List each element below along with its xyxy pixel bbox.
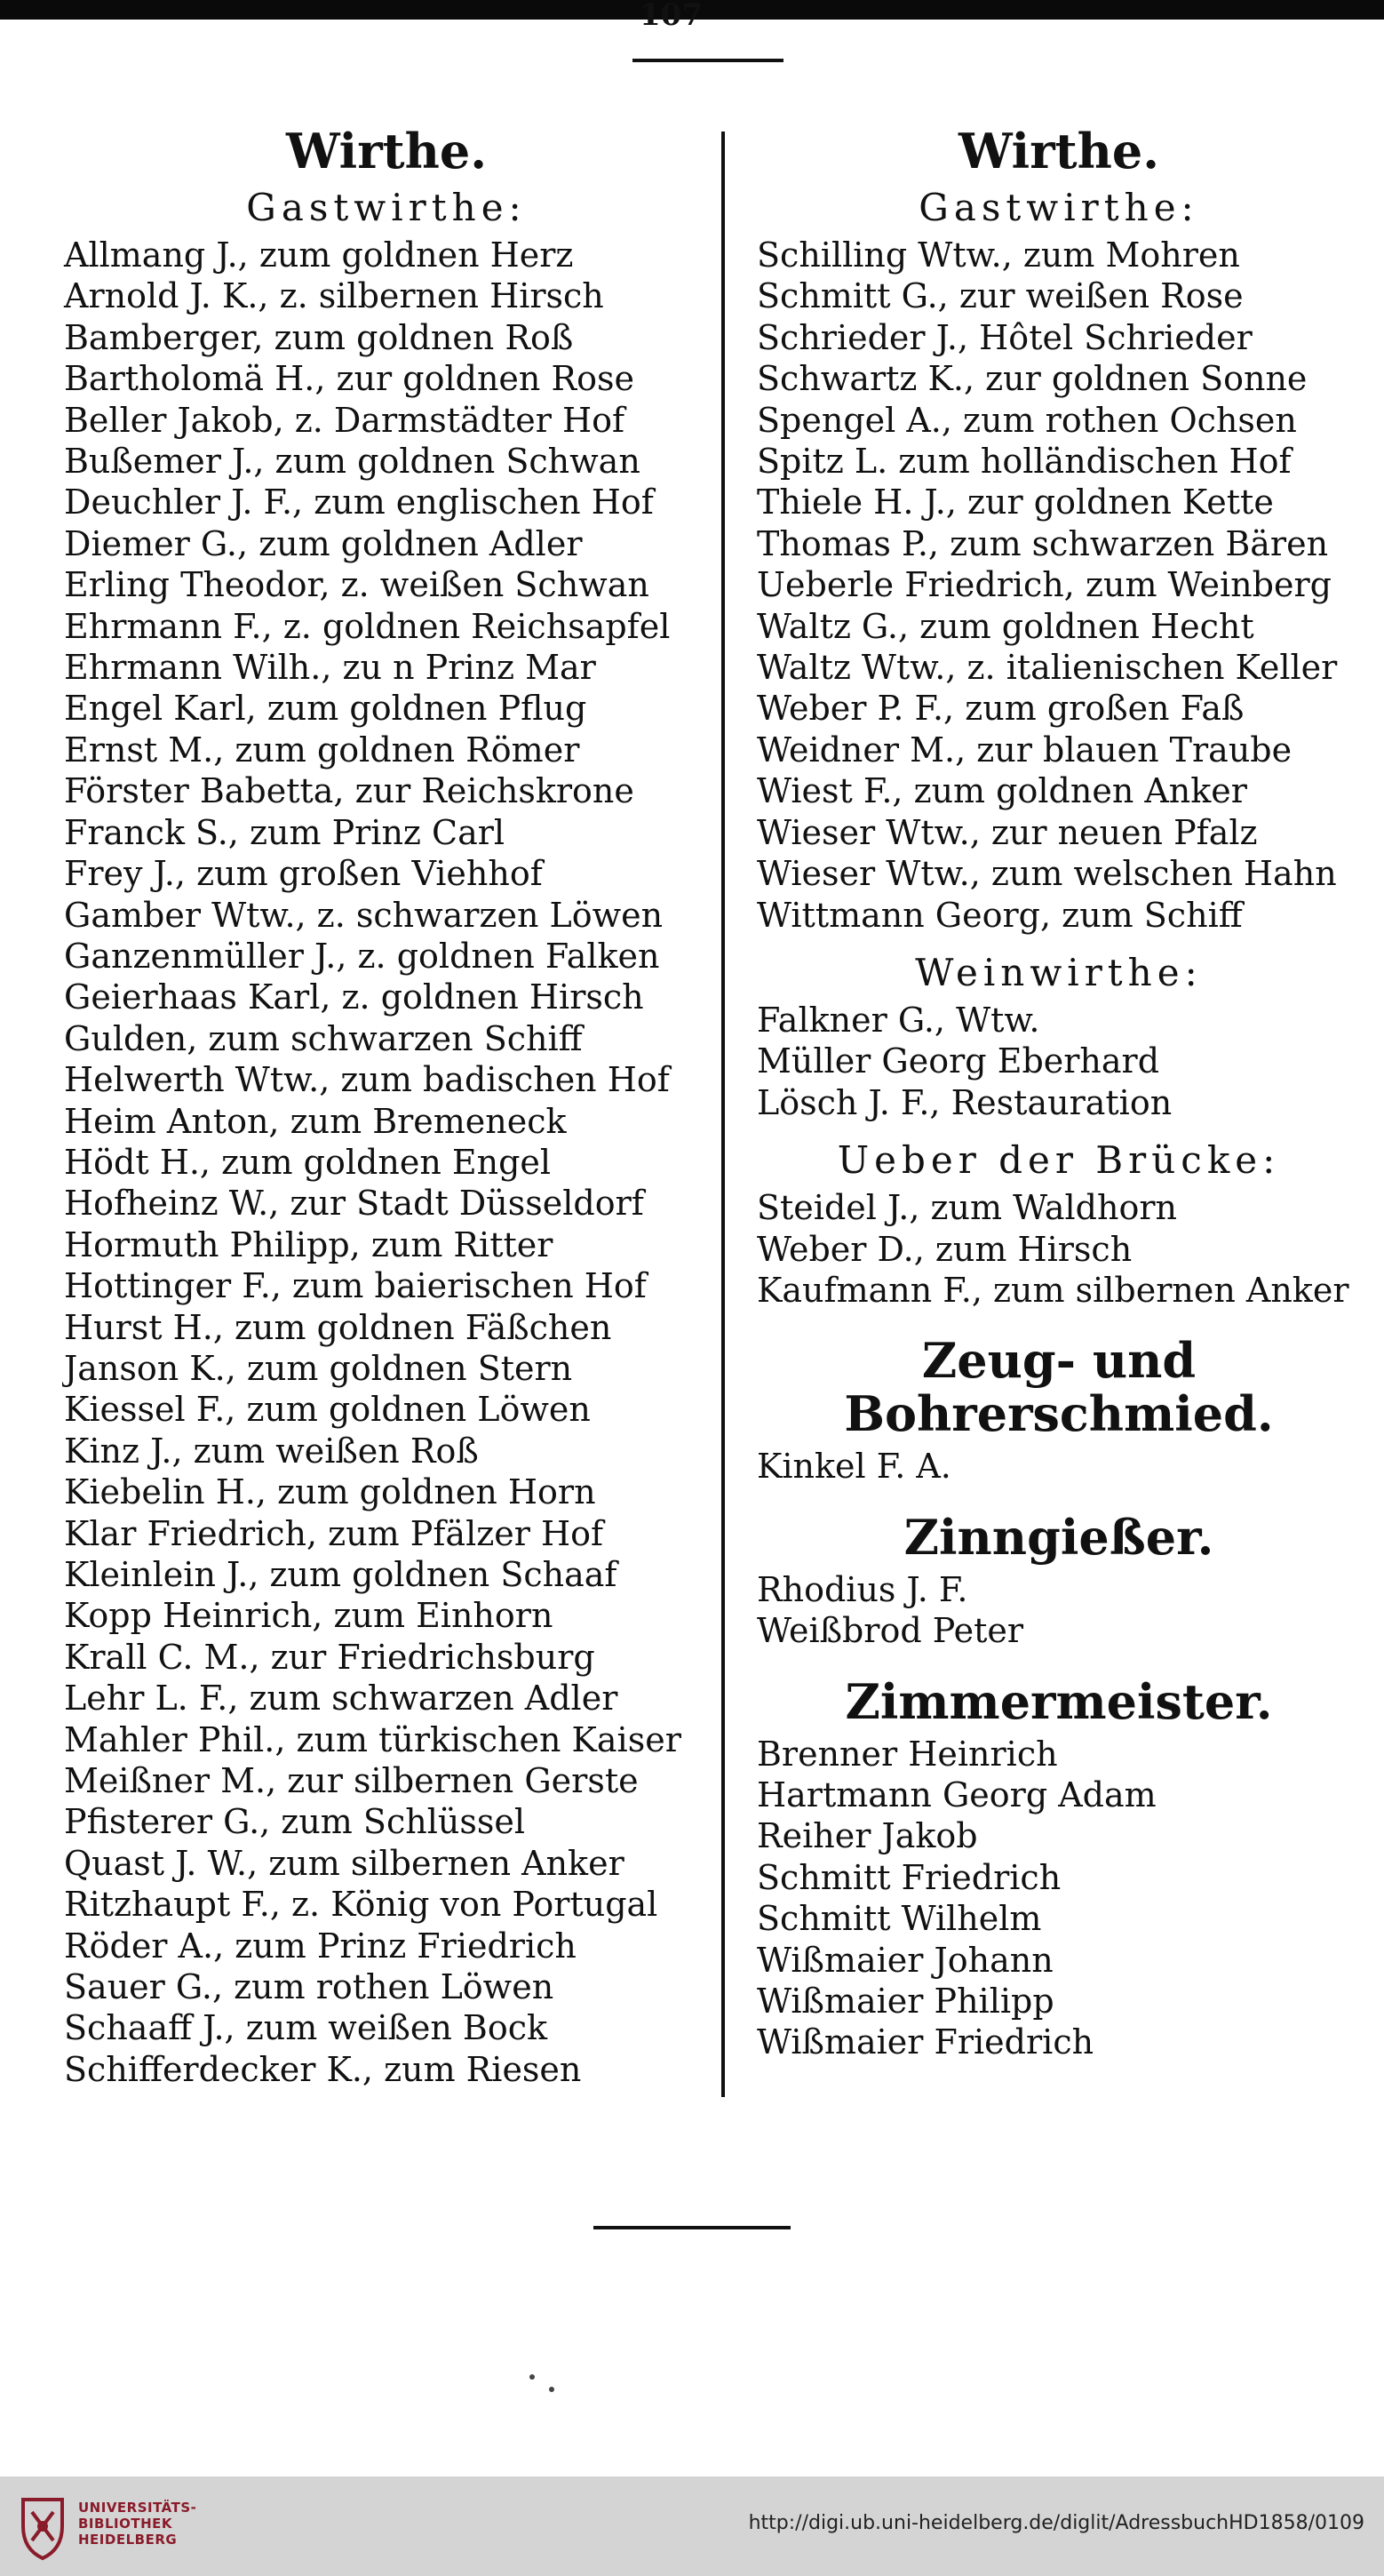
directory-entry: Bartholomä H., zur goldnen Rose (64, 359, 634, 399)
directory-entry: Spitz L. zum holländischen Hof (757, 442, 1292, 482)
directory-entry: Wieser Wtw., zur neuen Pfalz (757, 812, 1258, 852)
directory-entry: Steidel J., zum Waldhorn (757, 1188, 1177, 1228)
zeugschmied-list (757, 1446, 1361, 1487)
university-library-logo-icon (14, 2491, 71, 2562)
directory-entry: Sauer G., zum rothen Löwen (64, 1967, 554, 2007)
directory-entry: Helwerth Wtw., zum badischen Hof (64, 1060, 670, 1100)
directory-entry: Franck S., zum Prinz Carl (64, 812, 505, 852)
directory-entry: Röder A., zum Prinz Friedrich (64, 1926, 577, 1966)
logo-line-2: BIBLIOTHEK (78, 2516, 172, 2532)
directory-entry: Gulden, zum schwarzen Schiff (64, 1018, 583, 1058)
directory-entry: Deuchler J. F., zum englischen Hof (64, 483, 654, 522)
directory-entry: Reiher Jakob (757, 1816, 978, 1856)
right-section-subtitle: Gastwirthe: (919, 186, 1199, 229)
directory-entry: Kaufmann F., zum silbernen Anker (757, 1270, 1349, 1310)
directory-entry: Bamberger, zum goldnen Roß (64, 317, 574, 357)
left-column (62, 124, 711, 2090)
directory-entry: Hofheinz W., zur Stadt Düsseldorf (64, 1184, 644, 1224)
zinngiesser-title: Zinngießer. (903, 1508, 1214, 1566)
directory-entry: Ganzenmüller J., z. goldnen Falken (64, 936, 660, 976)
directory-entry: Ernst M., zum goldnen Römer (64, 730, 580, 770)
directory-entry: Mahler Phil., zum türkischen Kaiser (64, 1719, 681, 1759)
weinwirthe-subtitle: Weinwirthe: (915, 950, 1203, 994)
directory-entry: Arnold J. K., z. silbernen Hirsch (64, 276, 604, 316)
right-entry-list (757, 235, 1361, 936)
directory-entry: Weber P. F., zum großen Faß (757, 689, 1245, 729)
directory-entry: Schmitt G., zur weißen Rose (757, 276, 1244, 316)
directory-entry: Schifferdecker K., zum Riesen (64, 2049, 582, 2089)
zimmermeister-list (757, 1734, 1361, 2063)
directory-entry: Kinz J., zum weißen Roß (64, 1431, 479, 1471)
directory-entry: Weber D., zum Hirsch (757, 1229, 1133, 1269)
logo-line-1: UNIVERSITÄTS- (78, 2500, 197, 2516)
zimmermeister-title: Zimmermeister. (845, 1672, 1273, 1730)
scan-speck (529, 2374, 535, 2380)
directory-entry: Quast J. W., zum silbernen Anker (64, 1843, 624, 1883)
top-rule (632, 59, 783, 62)
directory-entry: Heim Anton, zum Bremeneck (64, 1101, 567, 1141)
library-logo-text (78, 2500, 196, 2548)
library-footer (0, 2476, 1384, 2576)
directory-entry: Wißmaier Philipp (757, 1982, 1054, 2021)
directory-entry: Förster Babetta, zur Reichskrone (64, 771, 634, 811)
directory-entry: Wittmann Georg, zum Schiff (757, 895, 1243, 935)
directory-entry: Ehrmann Wilh., zu n Prinz Mar (64, 648, 596, 688)
logo-line-3: HEIDELBERG (78, 2532, 178, 2548)
directory-entry: Thiele H. J., zur goldnen Kette (757, 483, 1274, 522)
directory-entry: Hödt H., zum goldnen Engel (64, 1142, 552, 1182)
bruecke-subtitle: Ueber der Brücke: (837, 1138, 1281, 1183)
directory-entry: Lehr L. F., zum schwarzen Adler (64, 1679, 618, 1719)
left-section-title: Wirthe. (285, 123, 488, 179)
directory-entry: Wißmaier Friedrich (757, 2022, 1094, 2062)
directory-entry: Kopp Heinrich, zum Einhorn (64, 1596, 553, 1636)
directory-entry: Brenner Heinrich (757, 1734, 1058, 1774)
directory-entry: Lösch J. F., Restauration (757, 1082, 1173, 1122)
directory-entry: Müller Georg Eberhard (757, 1041, 1160, 1081)
zeugschmied-title: Zeug- und Bohrerschmied. (844, 1332, 1274, 1443)
left-entry-list (62, 235, 711, 2090)
directory-entry: Ueberle Friedrich, zum Weinberg (757, 565, 1332, 605)
directory-entry: Schrieder J., Hôtel Schrieder (757, 317, 1253, 357)
directory-entry: Kiebelin H., zum goldnen Horn (64, 1472, 596, 1512)
scan-speck (549, 2387, 554, 2392)
directory-entry: Kiessel F., zum goldnen Löwen (64, 1390, 591, 1430)
directory-entry: Schilling Wtw., zum Mohren (757, 235, 1240, 275)
source-url-link[interactable]: http://digi.ub.uni-heidelberg.de/diglit/AdressbuchHD1858/0109 (748, 2512, 1364, 2534)
directory-entry: Geierhaas Karl, z. goldnen Hirsch (64, 977, 644, 1017)
directory-entry: Waltz G., zum goldnen Hecht (757, 606, 1254, 646)
directory-entry: Janson K., zum goldnen Stern (64, 1348, 573, 1388)
directory-entry: Weidner M., zur blauen Traube (757, 730, 1293, 770)
directory-entry: Kinkel F. A. (757, 1447, 951, 1487)
directory-entry: Ehrmann F., z. goldnen Reichsapfel (64, 606, 671, 646)
directory-entry: Wißmaier Johann (757, 1940, 1054, 1980)
directory-entry: Krall C. M., zur Friedrichsburg (64, 1637, 595, 1677)
directory-entry: Klar Friedrich, zum Pfälzer Hof (64, 1513, 604, 1553)
directory-entry: Erling Theodor, z. weißen Schwan (64, 565, 649, 605)
directory-entry: Bußemer J., zum goldnen Schwan (64, 442, 640, 482)
weinwirthe-list (757, 1000, 1361, 1123)
directory-entry: Weißbrod Peter (757, 1611, 1024, 1651)
directory-entry: Pfisterer G., zum Schlüssel (64, 1802, 525, 1842)
directory-entry: Falkner G., Wtw. (757, 1000, 1040, 1040)
right-column (757, 124, 1361, 2063)
directory-entry: Schmitt Wilhelm (757, 1899, 1042, 1939)
directory-entry: Hottinger F., zum baierischen Hof (64, 1266, 647, 1306)
directory-entry: Meißner M., zur silbernen Gerste (64, 1761, 639, 1801)
bruecke-list (757, 1187, 1361, 1311)
directory-entry: Hartmann Georg Adam (757, 1774, 1157, 1814)
directory-entry: Wieser Wtw., zum welschen Hahn (757, 854, 1337, 894)
directory-entry: Ritzhaupt F., z. König von Portugal (64, 1885, 658, 1925)
directory-entry: Gamber Wtw., z. schwarzen Löwen (64, 895, 664, 935)
directory-entry: Allmang J., zum goldnen Herz (64, 235, 574, 275)
page-number: 107 (640, 0, 703, 33)
zinngiesser-list (757, 1569, 1361, 1652)
directory-entry: Beller Jakob, z. Darmstädter Hof (64, 400, 625, 440)
directory-entry: Frey J., zum großen Viehhof (64, 854, 543, 894)
directory-entry: Hormuth Philipp, zum Ritter (64, 1224, 553, 1264)
directory-entry: Waltz Wtw., z. italienischen Keller (757, 648, 1338, 688)
directory-entry: Hurst H., zum goldnen Fäßchen (64, 1307, 612, 1347)
column-divider (721, 132, 725, 2097)
bottom-rule (593, 2226, 791, 2229)
directory-entry: Engel Karl, zum goldnen Pflug (64, 689, 587, 729)
directory-entry: Spengel A., zum rothen Ochsen (757, 400, 1297, 440)
directory-entry: Diemer G., zum goldnen Adler (64, 523, 583, 563)
directory-entry: Thomas P., zum schwarzen Bären (757, 523, 1329, 563)
directory-entry: Schwartz K., zur goldnen Sonne (757, 359, 1308, 399)
directory-entry: Rhodius J. F. (757, 1569, 968, 1609)
right-section-title: Wirthe. (958, 123, 1160, 179)
directory-entry: Schmitt Friedrich (757, 1857, 1062, 1897)
directory-entry: Kleinlein J., zum goldnen Schaaf (64, 1555, 617, 1594)
left-section-subtitle: Gastwirthe: (246, 186, 527, 229)
directory-entry: Wiest F., zum goldnen Anker (757, 771, 1247, 811)
directory-entry: Schaaff J., zum weißen Bock (64, 2008, 548, 2048)
